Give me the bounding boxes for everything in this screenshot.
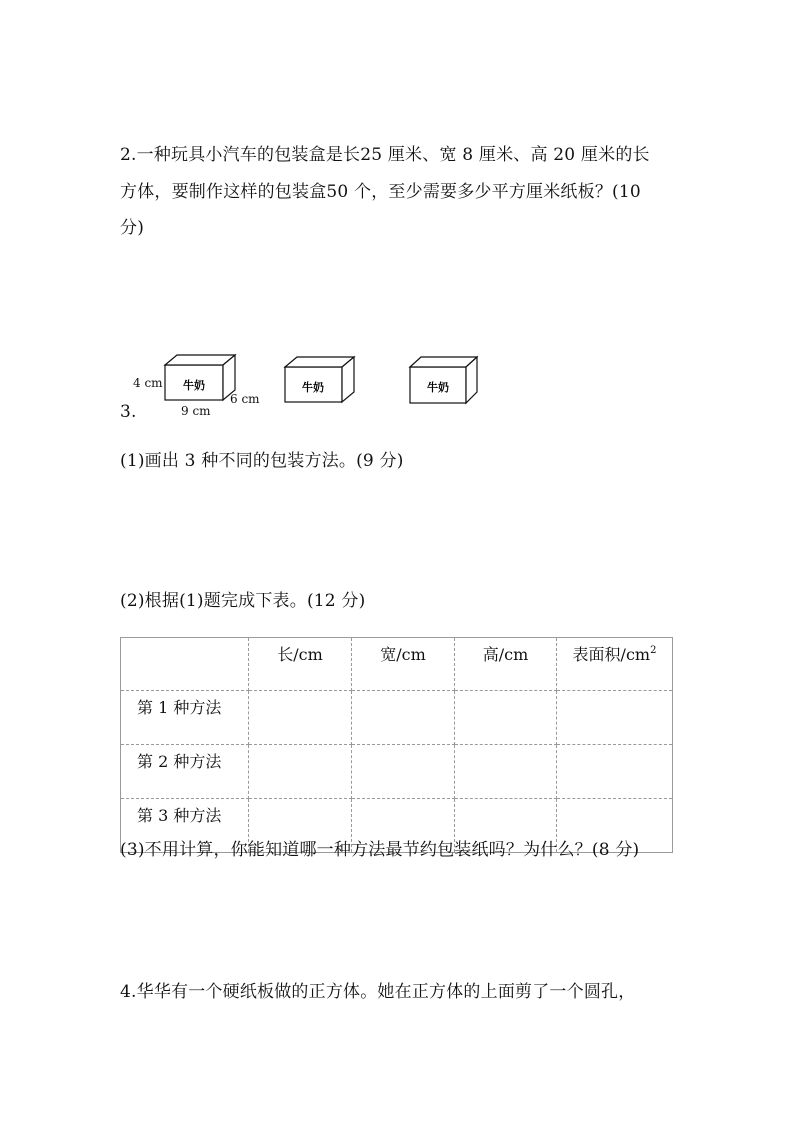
milk-box-3-label: 牛奶 [427, 381, 449, 394]
table-cell[interactable] [455, 745, 557, 799]
table-header-length: 长/cm [249, 638, 352, 691]
milk-box-3 [410, 357, 477, 403]
surface-area-superscript: 2 [650, 645, 657, 656]
milk-box-1 [165, 355, 235, 400]
answer-table [120, 637, 673, 853]
table-header-width: 宽/cm [352, 638, 455, 691]
milk-box-2 [285, 357, 354, 402]
table-header-height: 高/cm [455, 638, 557, 691]
table-cell[interactable] [249, 745, 352, 799]
problem-2-line-1: 2.一种玩具小汽车的包装盒是长25 厘米、宽 8 厘米、高 20 厘米的长 [120, 145, 650, 165]
dimension-length-label: 9 cm [181, 404, 211, 418]
problem-3-number: 3. [120, 402, 137, 422]
problem-2-line-3: 分) [120, 218, 145, 238]
problem-4-line-1: 4.华华有一个硬纸板做的正方体。她在正方体的上面剪了一个圆孔， [120, 982, 636, 1002]
milk-box-2-label: 牛奶 [302, 381, 324, 394]
table-row-label-1: 第 1 种方法 [121, 691, 249, 745]
table-row-label-2: 第 2 种方法 [121, 745, 249, 799]
problem-2-line-2: 方体，要制作这样的包装盒50 个，至少需要多少平方厘米纸板？(10 [120, 182, 641, 202]
problem-3-part-2: (2)根据(1)题完成下表。(12 分) [120, 591, 366, 611]
table-header-row [121, 638, 673, 691]
problem-3-part-3: (3)不用计算，你能知道哪一种方法最节约包装纸吗？为什么？(8 分) [120, 840, 640, 860]
table-row [121, 691, 673, 745]
table-cell[interactable] [557, 691, 673, 745]
dimension-width-label: 6 cm [230, 392, 260, 406]
surface-area-label: 表面积/cm [572, 645, 651, 664]
table-cell[interactable] [557, 745, 673, 799]
dimension-height-label: 4 cm [133, 376, 163, 390]
table-row-label-3: 第 3 种方法 [121, 799, 249, 853]
table-cell[interactable] [455, 691, 557, 745]
table-cell[interactable] [352, 745, 455, 799]
table-cell[interactable] [249, 691, 352, 745]
table-cell[interactable] [352, 691, 455, 745]
table-header-empty [121, 638, 249, 691]
table-header-surface-area [557, 638, 673, 691]
table-row [121, 745, 673, 799]
milk-boxes-figure [120, 345, 480, 425]
problem-3-part-1: (1)画出 3 种不同的包装方法。(9 分) [120, 451, 404, 471]
milk-box-1-label: 牛奶 [183, 379, 205, 392]
